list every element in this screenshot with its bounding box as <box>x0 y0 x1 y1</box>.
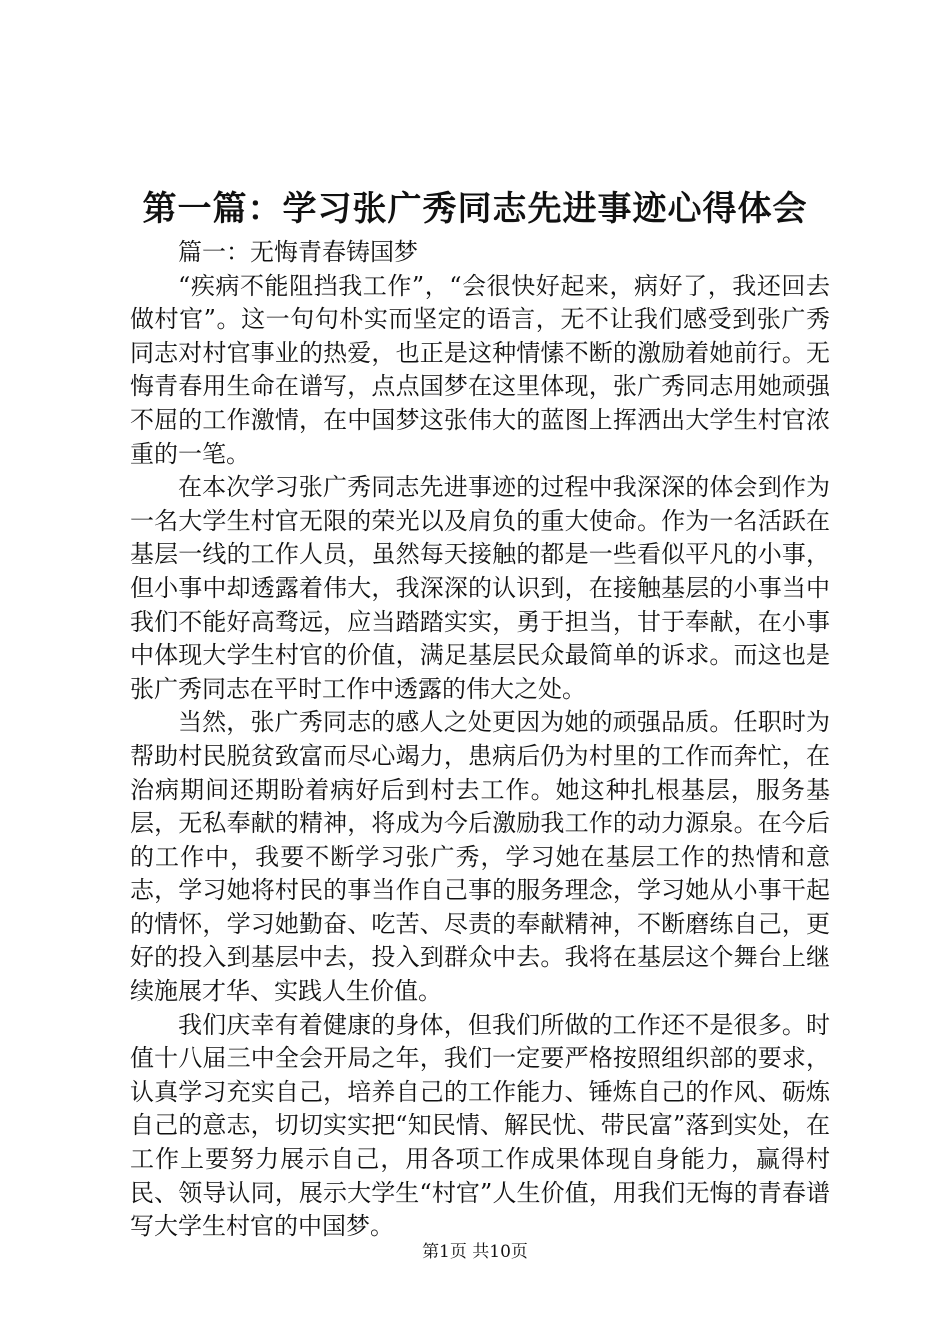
document-title: 第一篇：学习张广秀同志先进事迹心得体会 <box>142 189 808 229</box>
section-subtitle: 篇一：无悔青春铸国梦 <box>178 238 418 266</box>
paragraph-2: 在本次学习张广秀同志先进事迹的过程中我深深的体会到作为一名大学生村官无限的荣光以及肩负的重大使命。作为一名活跃在基层一线的工作人员，虽然每天接触的都是一些看似平凡的小事，但小事中却透露着伟大，我深深的认识到，在接触基层的小事当中我们不能好高骛远，应当踏踏实实，勇于担当，甘于奉献，在小事中体现大学生村官的价值，满足基层民众最简单的诉求。而这也是张广秀同志在平时工作中透露的伟大之处。 <box>130 473 830 703</box>
paragraph-4: 我们庆幸有着健康的身体，但我们所做的工作还不是很多。时值十八届三中全会开局之年，我们一定要严格按照组织部的要求，认真学习充实自己，培养自己的工作能力、锤炼自己的作风、砺炼自己的意志，切切实实把“知民情、解民忧、带民富”落到实处，在工作上要努力展示自己，用各项工作成果体现自身能力，赢得村民、领导认同，展示大学生“村官”人生价值，用我们无悔的青春谱写大学生村官的中国梦。 <box>130 1010 830 1241</box>
page-number-footer: 第1页 共10页 <box>422 1242 528 1262</box>
document-body <box>130 236 830 1244</box>
paragraph-3: 当然，张广秀同志的感人之处更因为她的顽强品质。任职时为帮助村民脱贫致富而尽心竭力，患病后仍为村里的工作而奔忙，在治病期间还期盼着病好后到村去工作。她这种扎根基层，服务基层，无私奉献的精神，将成为今后激励我工作的动力源泉。在今后的工作中，我要不断学习张广秀，学习她在基层工作的热情和意志，学习她将村民的事当作自己事的服务理念，学习她从小事干起的情怀，学习她勤奋、吃苦、尽责的奉献精神，不断磨练自己，更好的投入到基层中去，投入到群众中去。我将在基层这个舞台上继续施展才华、实践人生价值。 <box>130 708 830 1006</box>
paragraph-1: “疾病不能阻挡我工作”，“会很快好起来，病好了，我还回去做村官”。这一句句朴实而坚定的语言，无不让我们感受到张广秀同志对村官事业的热爱，也正是这种情愫不断的激励着她前行。无悔青春用生命在谱写，点点国梦在这里体现，张广秀同志用她顽强不屈的工作激情，在中国梦这张伟大的蓝图上挥洒出大学生村官浓重的一笔。 <box>130 271 830 468</box>
